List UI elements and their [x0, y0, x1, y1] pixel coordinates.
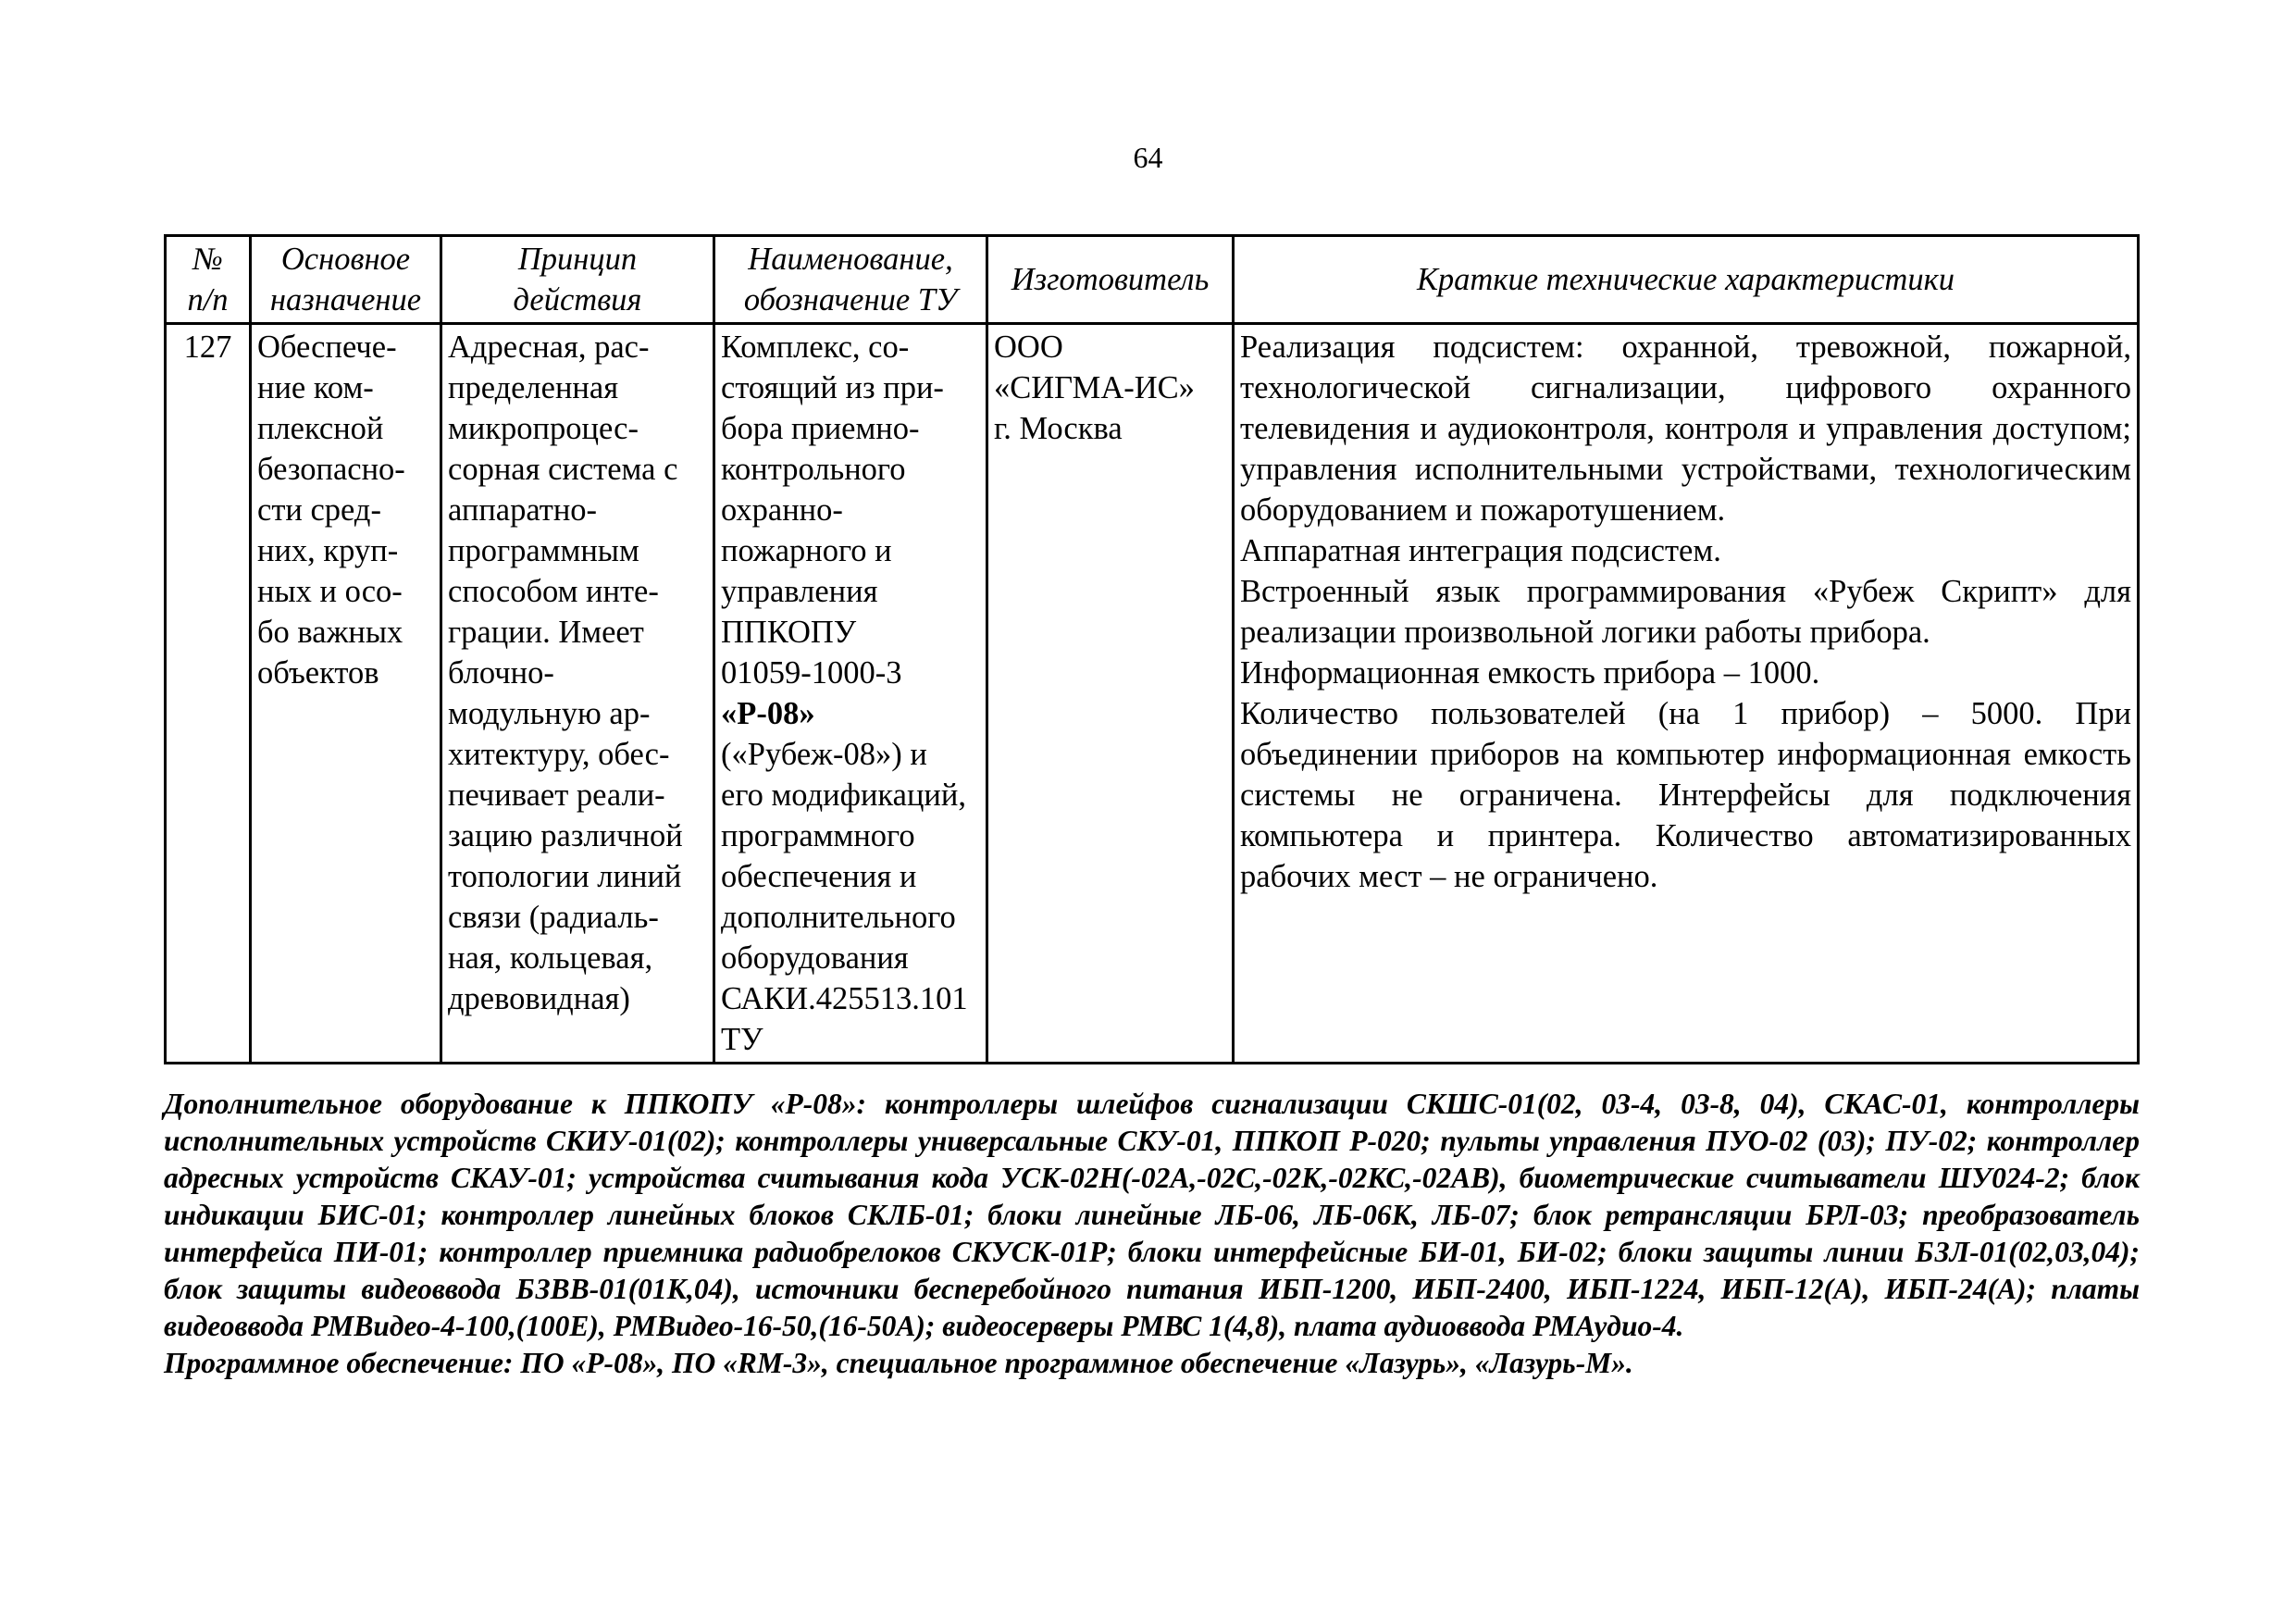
principle-line: способом инте- — [448, 574, 659, 609]
header-maker — [987, 236, 1234, 324]
name-line: («Рубеж-08») и — [721, 737, 927, 772]
specs-paragraph: Количество пользователей (на 1 прибор) – 5000. При объединении приборов на компьютер информационная емкость системы не ограничена. Интерфейсы для подключения компьютера и принтера. Количество автоматизированных рабочих мест – не ограничено. — [1240, 696, 2131, 894]
principle-line: программным — [448, 533, 639, 568]
name-line: ТУ — [721, 1022, 763, 1057]
header-principle-line: Принцип — [517, 242, 638, 277]
principle-line: грации. Имеет — [448, 615, 644, 650]
page-number: 64 — [1133, 141, 1163, 174]
principle-line: Адресная, рас- — [448, 330, 650, 365]
header-name-line: обозначение ТУ — [743, 282, 958, 317]
cell-name — [714, 324, 987, 1064]
principle-line: модульную ар- — [448, 696, 651, 731]
header-no — [166, 236, 251, 324]
name-line: 01059-1000-3 — [721, 655, 902, 691]
header-specs — [1234, 236, 2139, 324]
header-principle — [441, 236, 714, 324]
table-header-row — [166, 236, 2139, 324]
name-line: обеспечения и — [721, 859, 917, 894]
purpose-line: сти сред- — [257, 492, 381, 528]
purpose-line: безопасно- — [257, 452, 405, 487]
name-line: ППКОПУ — [721, 615, 857, 650]
cell-specs — [1234, 324, 2139, 1064]
principle-line: хитектуру, обес- — [448, 737, 670, 772]
principle-line: печивает реали- — [448, 778, 665, 813]
notes-block — [164, 1086, 2140, 1382]
header-name — [714, 236, 987, 324]
header-name-line: Наименование, — [748, 242, 953, 277]
specs-paragraph: Встроенный язык программирования «Рубеж Скрипт» для реализации произвольной логики работы прибора. — [1240, 574, 2131, 650]
header-principle-line: действия — [513, 282, 642, 317]
purpose-line: ных и осо- — [257, 574, 403, 609]
principle-line: пределенная — [448, 370, 619, 405]
name-line: программного — [721, 818, 915, 853]
name-line: САКИ.425513.101 — [721, 981, 968, 1016]
table-row — [166, 324, 2139, 1064]
cell-purpose — [251, 324, 441, 1064]
name-line: бора приемно- — [721, 411, 920, 446]
software-note: Программное обеспечение: ПО «Р-08», ПО «RM-3», специальное программное обеспечение «Лазурь», «Лазурь-М». — [164, 1347, 1633, 1379]
specification-table — [164, 234, 2140, 1064]
name-line: Комплекс, со- — [721, 330, 910, 365]
maker-line: г. Москва — [994, 411, 1123, 446]
name-line: его модификаций, — [721, 778, 966, 813]
purpose-line: ние ком- — [257, 370, 374, 405]
specs-paragraph: Информационная емкость прибора – 1000. — [1240, 655, 1820, 691]
principle-line: аппаратно- — [448, 492, 598, 528]
header-no-line: № — [192, 242, 223, 277]
name-line: управления — [721, 574, 878, 609]
header-purpose-line: назначение — [269, 282, 422, 317]
principle-line: ная, кольцевая, — [448, 940, 653, 976]
maker-line: «СИГМА-ИС» — [994, 370, 1195, 405]
additional-equipment-note: Дополнительное оборудование к ППКОПУ «Р-08»: контроллеры шлейфов сигнализации СКШС-01(02, 03-4, 03-8, 04), СКАС-01, контроллеры исполнительных устройств СКИУ-01(02); контроллеры универсальные СКУ-01, ППКОП Р-020; пульты управления ПУО-02 (03); ПУ-02; контроллер адресных устройств СКАУ-01; устройства считывания кода УСК-02Н(-02А,-02С,-02К,-02КС,-02АВ), биометрические считыватели ШУ024-2; блок индикации БИС-01; контроллер линейных блоков СКЛБ-01; блоки линейные ЛБ-06, ЛБ-06К, ЛБ-07; блок ретрансляции БРЛ-03; преобразователь интерфейса ПИ-01; контроллер приемника радиобрелоков СКУСК-01Р; блоки интерфейсные БИ-01, БИ-02; блоки защиты линии БЗЛ-01(02,03,04); блок защиты видеоввода БЗВВ-01(01К,04), источники бесперебойного питания ИБП-1200, ИБП-2400, ИБП-1224, ИБП-12(А), ИБП-24(А); платы видеоввода РМВидео-4-100,(100Е), РМВидео-16-50,(16-50А); видеосерверы РМВС 1(4,8), плата аудиоввода РМАудио-4. — [164, 1088, 2140, 1342]
purpose-line: объектов — [257, 655, 379, 691]
header-purpose-line: Основное — [280, 242, 411, 277]
name-line: контрольного — [721, 452, 906, 487]
name-line: охранно- — [721, 492, 843, 528]
device-designation: «Р-08» — [721, 696, 815, 731]
specs-paragraph: Реализация подсистем: охранной, тревожной, пожарной, технологической сигнализации, цифрового охранного телевидения и аудиоконтроля, контроля и управления доступом; управления исполнительными устройствами, технологическим оборудованием и пожаротушением. — [1240, 330, 2131, 528]
header-no-line: п/п — [187, 282, 229, 317]
purpose-line: плексной — [257, 411, 384, 446]
name-line: оборудования — [721, 940, 909, 976]
header-specs-line: Краткие технические характеристики — [1417, 262, 1955, 297]
principle-line: сорная система с — [448, 452, 678, 487]
name-line: стоящий из при- — [721, 370, 944, 405]
principle-line: микропроцес- — [448, 411, 639, 446]
purpose-line: Обеспече- — [257, 330, 397, 365]
principle-line: древовидная) — [448, 981, 630, 1016]
header-maker-line: Изготовитель — [1011, 262, 1210, 297]
specs-paragraph: Аппаратная интеграция подсистем. — [1240, 533, 1721, 568]
header-purpose — [251, 236, 441, 324]
maker-line: ООО — [994, 330, 1063, 365]
name-line: пожарного и — [721, 533, 892, 568]
principle-line: блочно- — [448, 655, 554, 691]
principle-line: топологии линий — [448, 859, 682, 894]
cell-maker — [987, 324, 1234, 1064]
principle-line: связи (радиаль- — [448, 900, 659, 935]
cell-no: 127 — [166, 324, 251, 1064]
purpose-line: бо важных — [257, 615, 403, 650]
cell-principle — [441, 324, 714, 1064]
principle-line: зацию различной — [448, 818, 683, 853]
purpose-line: них, круп- — [257, 533, 399, 568]
name-line: дополнительного — [721, 900, 956, 935]
